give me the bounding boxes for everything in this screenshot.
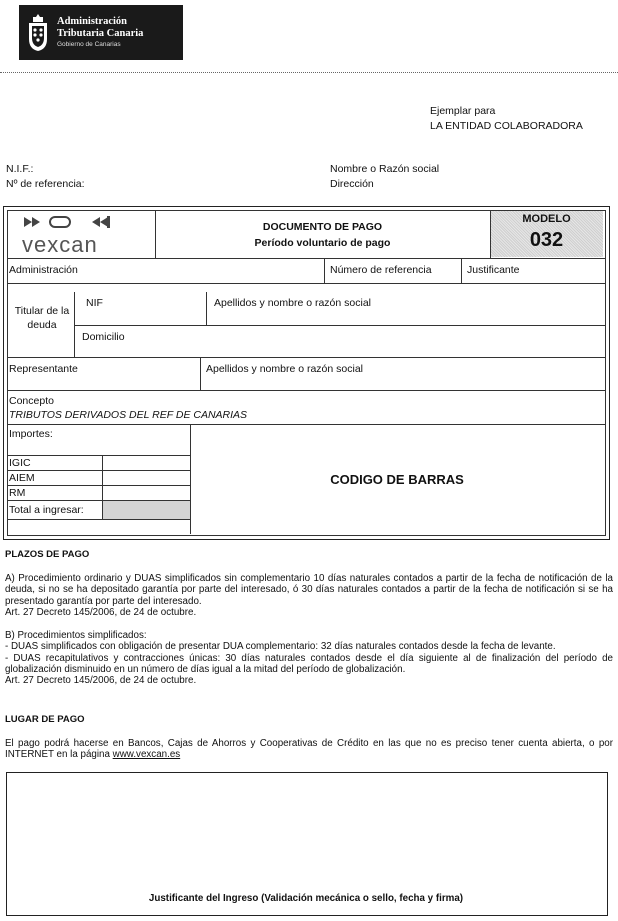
apellidos-rep-label: Apellidos y nombre o razón social bbox=[206, 363, 363, 375]
lugar-title: LUGAR DE PAGO bbox=[5, 714, 85, 725]
modelo-label: MODELO bbox=[522, 213, 571, 225]
name-label: Nombre o Razón social bbox=[330, 163, 440, 175]
domicilio-label: Domicilio bbox=[82, 331, 125, 343]
plazos-title: PLAZOS DE PAGO bbox=[5, 549, 90, 560]
copy-label: Ejemplar para bbox=[430, 105, 496, 117]
doc-title: DOCUMENTO DE PAGO bbox=[262, 221, 383, 233]
brand-name: vexcan bbox=[22, 232, 98, 257]
plazos-a bbox=[5, 573, 613, 618]
org-logo bbox=[19, 5, 183, 60]
total-amount-cell bbox=[103, 501, 190, 519]
copy-destination bbox=[430, 104, 583, 134]
apellidos-label: Apellidos y nombre o razón social bbox=[214, 297, 371, 309]
administracion-label: Administración bbox=[9, 264, 78, 276]
numero-ref-label: Número de referencia bbox=[330, 264, 432, 276]
doc-subtitle: Período voluntario de pago bbox=[254, 237, 391, 249]
nif-field-label: NIF bbox=[86, 297, 103, 309]
plazos-a-text: A) Procedimiento ordinario y DUAS simplificados sin complementario 10 días naturales contados a partir de la fecha de notificación de la deuda, si no se ha depositado garantía por parte del interesado, ó 30 días naturales contados a partir de la fecha de notificación si se ha presentado garantía por parte del interesado. bbox=[5, 573, 613, 607]
plazos-a-ref: Art. 27 Decreto 145/2006, de 24 de octubre. bbox=[5, 606, 197, 618]
plazos-b-item1: - DUAS simplificados con obligación de presentar DUA complementario: 32 días naturales contados desde la fecha de levante. bbox=[5, 641, 556, 653]
meta-right bbox=[330, 162, 439, 192]
org-name bbox=[57, 16, 143, 49]
brand-logo bbox=[22, 215, 118, 256]
concepto-value: TRIBUTOS DERIVADOS DEL REF DE CANARIAS bbox=[9, 409, 248, 421]
plazos-b-item2: - DUAS recapitulativos y contracciones únicas: 30 días naturales contados desde el día siguiente al de finalización del período de globalización disminuido en un número de días igual a la mitad del período de globalización. bbox=[5, 652, 613, 675]
concepto-label: Concepto bbox=[9, 395, 54, 407]
vexcan-link[interactable]: www.vexcan.es bbox=[112, 749, 181, 761]
nif-label: N.I.F.: bbox=[6, 163, 34, 175]
justificante-label: Justificante bbox=[467, 264, 520, 276]
validation-caption: Justificante del Ingreso (Validación mecánica o sello, fecha y firma) bbox=[148, 893, 464, 904]
coat-of-arms-icon bbox=[27, 13, 49, 53]
rm-label: RM bbox=[9, 487, 26, 499]
org-line3: Gobierno de Canarias bbox=[57, 41, 121, 48]
importes-label: Importes: bbox=[9, 428, 53, 440]
representante-label: Representante bbox=[9, 363, 78, 375]
aiem-label: AIEM bbox=[9, 472, 35, 484]
plazos-b-title: B) Procedimientos simplificados: bbox=[5, 630, 147, 641]
igic-label: IGIC bbox=[9, 457, 31, 469]
copy-target: LA ENTIDAD COLABORADORA bbox=[430, 120, 583, 132]
plazos-b bbox=[5, 630, 613, 686]
modelo-number: 032 bbox=[529, 229, 564, 251]
meta-left bbox=[6, 162, 85, 192]
lugar-paragraph bbox=[5, 738, 613, 761]
plazos-b-ref: Art. 27 Decreto 145/2006, de 24 de octubre. bbox=[5, 675, 197, 687]
org-line1: Administración bbox=[57, 16, 128, 27]
titular-label: Titular de la deuda bbox=[14, 305, 70, 331]
lugar-text: El pago podrá hacerse en Bancos, Cajas de Ahorros y Cooperativas de Crédito en las que no es preciso tener cuenta abierta, o por INTERNET en la página bbox=[5, 738, 613, 761]
address-label: Dirección bbox=[330, 178, 374, 190]
header-divider bbox=[0, 72, 618, 73]
org-line2: Tributaria Canaria bbox=[57, 28, 144, 39]
ref-label: Nº de referencia: bbox=[6, 178, 85, 190]
total-label: Total a ingresar: bbox=[9, 504, 84, 516]
transport-icon bbox=[22, 215, 118, 229]
barcode-label: CODIGO DE BARRAS bbox=[330, 472, 464, 487]
